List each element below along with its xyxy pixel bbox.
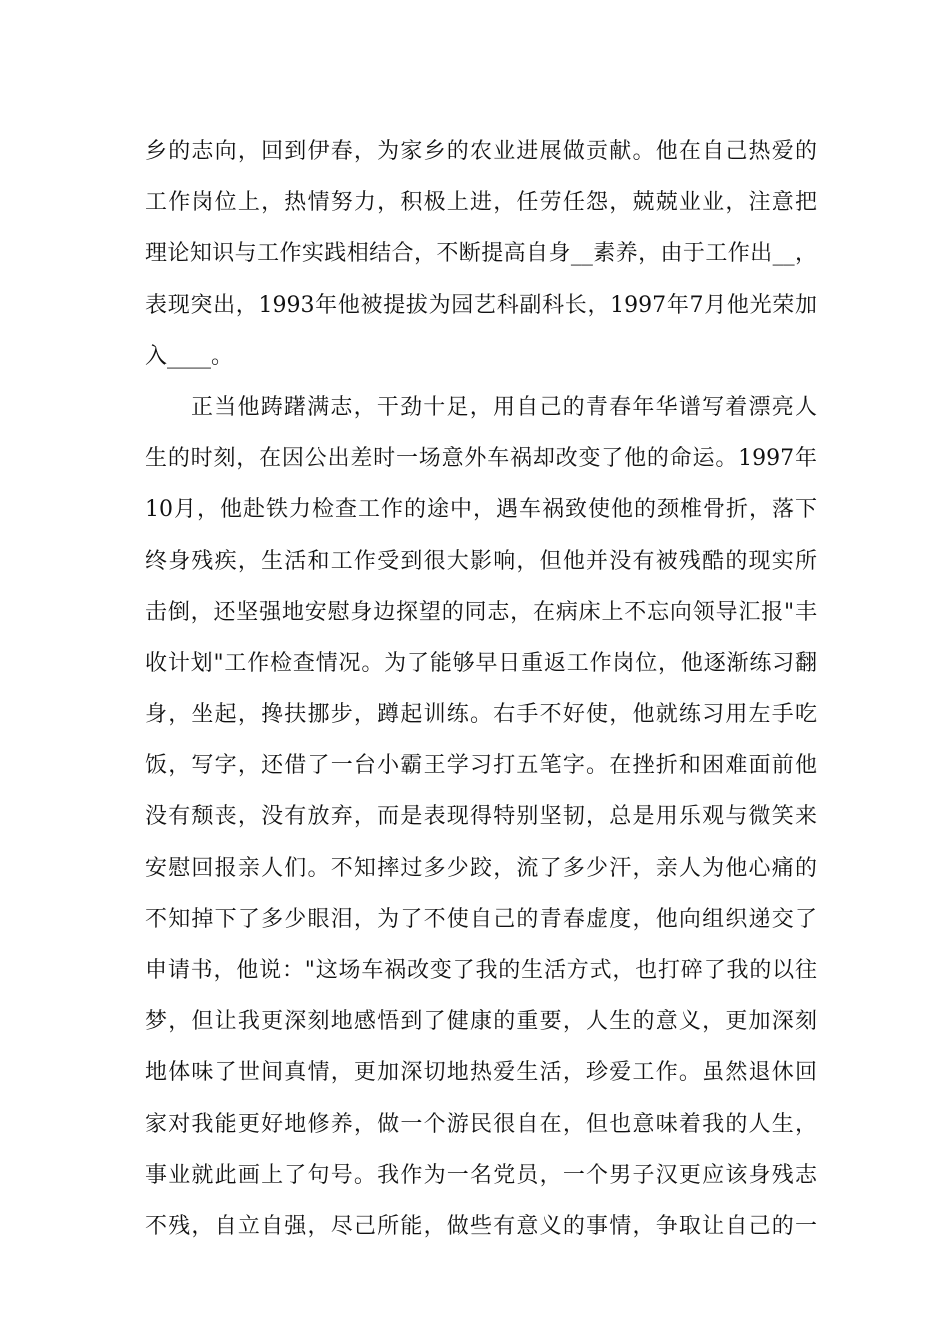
text-line: 身，坐起，搀扶挪步，蹲起训练。右手不好使，他就练习用左手吃 [145,702,817,728]
text-line: 不知掉下了多少眼泪，为了不使自己的青春虚度，他向组织递交了 [145,906,817,932]
text-line: 安慰回报亲人们。不知摔过多少跤，流了多少汗，亲人为他心痛的 [145,855,817,881]
text-line: 终身残疾，生活和工作受到很大影响，但他并没有被残酷的现实所 [145,548,817,574]
body-text [145,126,817,1252]
text-line: 梦，但让我更深刻地感悟到了健康的重要，人生的意义，更加深刻 [145,1009,817,1035]
text-line: 生的时刻，在因公出差时一场意外车祸却改变了他的命运。1997年 [145,446,817,472]
text-line: 入____。 [145,343,234,369]
text-line: 申请书，他说："这场车祸改变了我的生活方式，也打碎了我的以往 [145,958,817,983]
text-line: 乡的志向，回到伊春，为家乡的农业进展做贡献。他在自己热爱的 [145,139,817,164]
text-line: 家对我能更好地修养，做一个游民很自在，但也意味着我的人生， [145,1111,817,1137]
text-line: 击倒，还坚强地安慰身边探望的同志，在病床上不忘向领导汇报"丰 [145,599,817,625]
text-line: 理论知识与工作实践相结合，不断提高自身__素养，由于工作出__， [145,241,817,267]
text-line: 10月，他赴铁力检查工作的途中，遇车祸致使他的颈椎骨折，落下 [145,497,817,523]
text-line: 不残，自立自强，尽己所能，做些有意义的事情，争取让自己的一 [145,1213,817,1239]
text-line: 收计划"工作检查情况。为了能够早日重返工作岗位，他逐渐练习翻 [145,650,817,676]
text-line: 饭，写字，还借了一台小霸王学习打五笔字。在挫折和困难面前他 [145,753,817,779]
text-line: 工作岗位上，热情努力，积极上进，任劳任怨，兢兢业业，注意把 [145,190,817,216]
text-line: 表现突出，1993年他被提拔为园艺科副科长，1997年7月他光荣加 [145,292,817,318]
text-line: 没有颓丧，没有放弃，而是表现得特别坚韧，总是用乐观与微笑来 [145,804,817,830]
paragraph-first-line: 正当他踌躇满志，干劲十足，用自己的青春年华谱写着漂亮人 [191,394,817,420]
text-line: 事业就此画上了句号。我作为一名党员，一个男子汉更应该身残志 [145,1162,817,1188]
text-line: 地体味了世间真情，更加深切地热爱生活，珍爱工作。虽然退休回 [145,1060,817,1086]
